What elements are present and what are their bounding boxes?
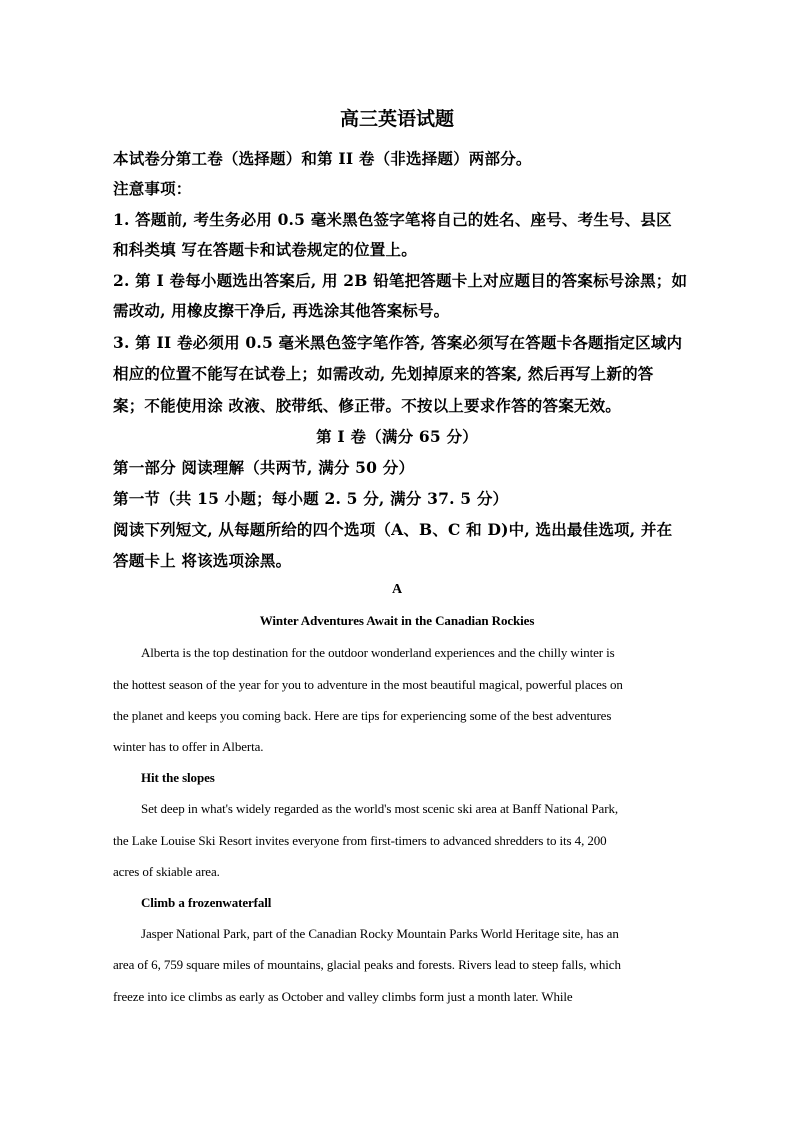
- notice-item-2: 2. 第 I 卷每小题选出答案后, 用 2B 铅笔把答题卡上对应题目的答案标号涂黑；如: [113, 271, 688, 290]
- notice-label: 注意事项：: [113, 179, 192, 198]
- notice-item-2-cont: 需改动, 用橡皮擦干净后, 再选涂其他答案标号。: [113, 301, 450, 320]
- notice-item-1: 1. 答题前, 考生务必用 0.5 毫米黑色签字笔将自己的姓名、座号、考生号、县区: [113, 210, 672, 229]
- paragraph-line: the planet and keeps you coming back. Here are tips for experiencing some of the best adventures: [113, 708, 612, 723]
- subheading-waterfall: Climb a frozenwaterfall: [141, 895, 272, 910]
- paragraph-line: Jasper National Park, part of the Canadian Rocky Mountain Parks World Heritage site, has an: [141, 926, 619, 941]
- volume-heading: 第 I 卷（满分 65 分）: [316, 427, 478, 446]
- notice-item-3-cont: 相应的位置不能写在试卷上；如需改动, 先划掉原来的答案, 然后再写上新的答: [113, 364, 654, 383]
- notice-item-3: 3. 第 II 卷必须用 0.5 毫米黑色签字笔作答, 答案必须写在答题卡各题指定区域内: [113, 333, 683, 352]
- passage-letter: A: [391, 582, 403, 597]
- paragraph-line: the hottest season of the year for you to adventure in the most beautiful magical, powerful places on: [113, 677, 623, 692]
- paragraph-line: area of 6, 759 square miles of mountains, glacial peaks and forests. Rivers lead to steep falls, which: [113, 957, 621, 972]
- subheading-slopes: Hit the slopes: [141, 770, 215, 785]
- instruction-line-cont: 答题卡上 将该选项涂黑。: [113, 551, 292, 570]
- paragraph-line: the Lake Louise Ski Resort invites everyone from first-timers to advanced shredders to its 4, 200: [113, 833, 607, 848]
- page-title: 高三英语试题: [339, 108, 454, 130]
- intro-line: 本试卷分第工卷（选择题）和第 II 卷（非选择题）两部分。: [113, 149, 532, 168]
- paragraph-line: Alberta is the top destination for the outdoor wonderland experiences and the chilly winter is: [141, 645, 615, 660]
- notice-item-1-cont: 和科类填 写在答题卡和试卷规定的位置上。: [113, 240, 417, 259]
- paragraph-line: Set deep in what's widely regarded as the world's most scenic ski area at Banff National Park,: [141, 801, 618, 816]
- paragraph-line: winter has to offer in Alberta.: [113, 739, 264, 754]
- subsection-title: 第一节（共 15 小题；每小题 2. 5 分, 满分 37. 5 分）: [113, 489, 509, 508]
- notice-item-3-cont2: 案；不能使用涂 改液、胶带纸、修正带。不按以上要求作答的答案无效。: [113, 396, 621, 415]
- passage-title: Winter Adventures Await in the Canadian Rockies: [259, 613, 535, 628]
- paragraph-line: acres of skiable area.: [113, 864, 220, 879]
- paragraph-line: freeze into ice climbs as early as October and valley climbs form just a month later. While: [113, 989, 573, 1004]
- section-title: 第一部分 阅读理解（共两节, 满分 50 分）: [113, 458, 415, 477]
- instruction-line: 阅读下列短文, 从每题所给的四个选项（A、B、C 和 D)中, 选出最佳选项, 并在: [113, 520, 673, 539]
